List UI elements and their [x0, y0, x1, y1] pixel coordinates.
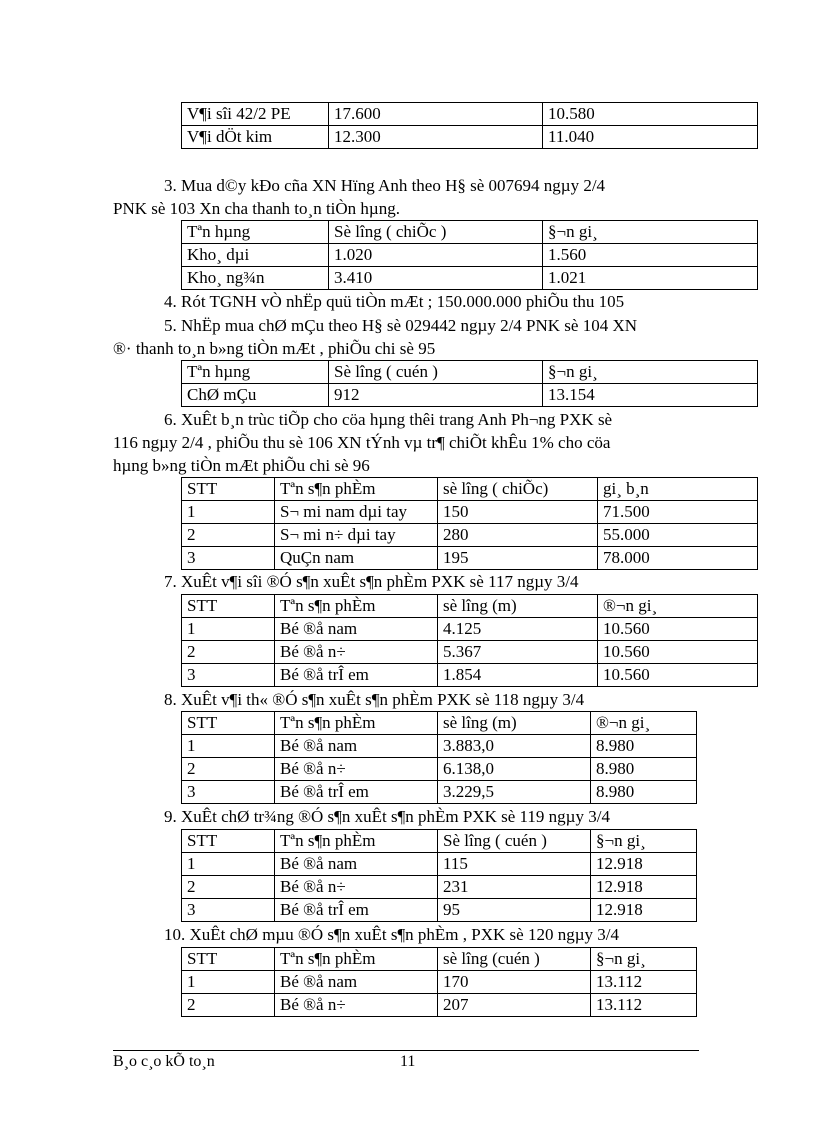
table-cell: 71.500	[598, 501, 758, 524]
table-thread-purchase	[181, 360, 758, 407]
table-header-cell: Tªn s¶n phÈm	[275, 948, 438, 971]
table-cell: 10.560	[598, 664, 758, 687]
table-cell: 6.138,0	[438, 758, 591, 781]
item-10-line-1: 10. XuÊt chØ mµu ®Ó s¶n xuÊt s¶n phÈm , PXK sè 120 ngµy 3/4	[164, 925, 619, 944]
table-cell: 10.560	[598, 641, 758, 664]
table-cell: 170	[438, 971, 591, 994]
table-header-cell: STT	[182, 948, 275, 971]
table-cell: 1.021	[543, 267, 758, 290]
table-cell: Bé ®å nam	[275, 853, 438, 876]
table-cell: QuÇn nam	[275, 547, 438, 570]
table-row	[182, 641, 758, 664]
table-cell: 207	[438, 994, 591, 1017]
table-header-row	[182, 478, 758, 501]
table-cell: Bé ®å trÎ em	[275, 664, 438, 687]
table-cell: 1	[182, 501, 275, 524]
table-header-cell: STT	[182, 712, 275, 735]
table-cell: 13.112	[591, 971, 697, 994]
table-raw-fabric-issue	[181, 711, 697, 804]
table-header-cell: Tªn s¶n phÈm	[275, 478, 438, 501]
table-cell: 11.040	[543, 126, 758, 149]
table-header-cell: Tªn s¶n phÈm	[275, 830, 438, 853]
item-6-line-2: 116 ngµy 2/4 , phiÕu thu sè 106 XN tÝnh vµ tr¶ chiÕt khÊu 1% cho cöa	[113, 433, 611, 452]
table-header-cell: STT	[182, 830, 275, 853]
table-cell: 10.580	[543, 103, 758, 126]
table-header-cell: §¬n gi¸	[591, 830, 697, 853]
page-number: 11	[400, 1053, 416, 1070]
table-cell: 3	[182, 664, 275, 687]
item-3-line-2: PNK sè 103 Xn cha thanh to¸n tiÒn hµng.	[113, 199, 400, 218]
table-header-cell: sè lîng (cuén )	[438, 948, 591, 971]
table-header-cell: gi¸ b¸n	[598, 478, 758, 501]
table-cell: 5.367	[438, 641, 598, 664]
table-header-cell: Tªn s¶n phÈm	[275, 712, 438, 735]
table-cell: 2	[182, 641, 275, 664]
table-cell: Bé ®å n÷	[275, 641, 438, 664]
table-row	[182, 524, 758, 547]
table-color-thread-issue	[181, 947, 697, 1017]
table-cell: 3.229,5	[438, 781, 591, 804]
table-header-cell: STT	[182, 595, 275, 618]
footer-divider	[113, 1050, 699, 1051]
table-row	[182, 781, 697, 804]
footer-title: B¸o c¸o kÕ to¸n	[113, 1053, 215, 1070]
table-cell: 3.410	[329, 267, 543, 290]
item-9-line-1: 9. XuÊt chØ tr¾ng ®Ó s¶n xuÊt s¶n phÈm PXK sè 119 ngµy 3/4	[164, 807, 610, 826]
table-cell: 2	[182, 876, 275, 899]
table-header-row	[182, 948, 697, 971]
table-cell: 12.918	[591, 853, 697, 876]
table-cell: 13.112	[591, 994, 697, 1017]
table-cell: Bé ®å trÎ em	[275, 899, 438, 922]
table-cell: 17.600	[329, 103, 543, 126]
table-cell: 195	[438, 547, 598, 570]
table-row	[182, 501, 758, 524]
table-row	[182, 664, 758, 687]
item-8-line-1: 8. XuÊt v¶i th« ®Ó s¶n xuÊt s¶n phÈm PXK sè 118 ngµy 3/4	[164, 690, 585, 709]
table-cell: Bé ®å n÷	[275, 758, 438, 781]
table-header-cell: Tªn s¶n phÈm	[275, 595, 438, 618]
table-cell: Bé ®å nam	[275, 618, 438, 641]
table-row	[182, 899, 697, 922]
table-row	[182, 876, 697, 899]
table-cell: Kho¸ ng¾n	[182, 267, 329, 290]
table-cell: 3.883,0	[438, 735, 591, 758]
table-header-cell: STT	[182, 478, 275, 501]
table-cell: 1	[182, 618, 275, 641]
table-header-cell: §¬n gi¸	[543, 361, 758, 384]
table-row	[182, 126, 758, 149]
item-4-line-1: 4. Rót TGNH vÒ nhËp quü tiÒn mÆt ; 150.000.000 phiÕu thu 105	[164, 292, 625, 311]
table-cell: 115	[438, 853, 591, 876]
item-6-line-3: hµng b»ng tiÒn mÆt phiÕu chi sè 96	[113, 456, 370, 475]
table-cell: 8.980	[591, 781, 697, 804]
table-header-row	[182, 221, 758, 244]
table-cell: 280	[438, 524, 598, 547]
table-header-cell: §¬n gi¸	[591, 948, 697, 971]
table-cell: 2	[182, 994, 275, 1017]
table-cell: Kho¸ dµi	[182, 244, 329, 267]
table-header-cell: Tªn hµng	[182, 361, 329, 384]
table-fabric-issue	[181, 594, 758, 687]
table-header-row	[182, 830, 697, 853]
table-header-cell: Sè lîng ( cuén )	[329, 361, 543, 384]
table-header-cell: sè lîng (m)	[438, 712, 591, 735]
table-cell: 8.980	[591, 758, 697, 781]
table-cell: 1	[182, 735, 275, 758]
table-header-row	[182, 595, 758, 618]
table-row	[182, 244, 758, 267]
table-cell: 13.154	[543, 384, 758, 407]
table-cell: 1.020	[329, 244, 543, 267]
table-cell: 3	[182, 781, 275, 804]
table-row	[182, 971, 697, 994]
table-cell: 12.300	[329, 126, 543, 149]
table-cell: 1.854	[438, 664, 598, 687]
table-cell: Bé ®å nam	[275, 735, 438, 758]
table-cell: 95	[438, 899, 591, 922]
table-header-cell: sè lîng (m)	[438, 595, 598, 618]
table-row	[182, 994, 697, 1017]
table-fabric-continued	[181, 102, 758, 149]
table-cell: 55.000	[598, 524, 758, 547]
item-5-line-1: 5. NhËp mua chØ mÇu theo H§ sè 029442 ngµy 2/4 PNK sè 104 XN	[164, 316, 638, 335]
table-row	[182, 267, 758, 290]
table-header-cell: sè lîng ( chiÕc)	[438, 478, 598, 501]
table-row	[182, 384, 758, 407]
table-zippers	[181, 220, 758, 290]
table-cell: 8.980	[591, 735, 697, 758]
table-cell: 231	[438, 876, 591, 899]
table-cell: 150	[438, 501, 598, 524]
table-cell: 4.125	[438, 618, 598, 641]
table-header-cell: Sè lîng ( cuén )	[438, 830, 591, 853]
table-header-cell: ®¬n gi¸	[598, 595, 758, 618]
table-header-cell: ®¬n gi¸	[591, 712, 697, 735]
table-cell: 912	[329, 384, 543, 407]
table-cell: 12.918	[591, 876, 697, 899]
table-cell: 2	[182, 758, 275, 781]
table-row	[182, 547, 758, 570]
table-row	[182, 735, 697, 758]
table-row	[182, 758, 697, 781]
table-header-row	[182, 361, 758, 384]
table-cell: 10.560	[598, 618, 758, 641]
table-cell: 78.000	[598, 547, 758, 570]
item-5-line-2: ®· thanh to¸n b»ng tiÒn mÆt , phiÕu chi sè 95	[113, 339, 436, 358]
table-header-row	[182, 712, 697, 735]
table-cell: ChØ mÇu	[182, 384, 329, 407]
table-white-thread-issue	[181, 829, 697, 922]
table-row	[182, 103, 758, 126]
table-cell: 3	[182, 899, 275, 922]
table-cell: 2	[182, 524, 275, 547]
table-cell: 3	[182, 547, 275, 570]
table-cell: V¶i dÖt kim	[182, 126, 329, 149]
item-3-line-1: 3. Mua d©y kÐo cña XN Hïng Anh theo H§ sè 007694 ngµy 2/4	[164, 176, 606, 195]
table-cell: Bé ®å nam	[275, 971, 438, 994]
item-7-line-1: 7. XuÊt v¶i sîi ®Ó s¶n xuÊt s¶n phÈm PXK sè 117 ngµy 3/4	[164, 572, 579, 591]
table-cell: 1	[182, 971, 275, 994]
table-cell: S¬ mi n÷ dµi tay	[275, 524, 438, 547]
table-header-cell: §¬n gi¸	[543, 221, 758, 244]
table-cell: Bé ®å n÷	[275, 876, 438, 899]
table-cell: V¶i sîi 42/2 PE	[182, 103, 329, 126]
table-header-cell: Tªn hµng	[182, 221, 329, 244]
table-cell: S¬ mi nam dµi tay	[275, 501, 438, 524]
item-6-line-1: 6. XuÊt b¸n trùc tiÕp cho cöa hµng thêi trang Anh Ph¬ng PXK sè	[164, 410, 613, 429]
table-cell: 1	[182, 853, 275, 876]
table-header-cell: Sè lîng ( chiÕc )	[329, 221, 543, 244]
table-row	[182, 853, 697, 876]
table-cell: Bé ®å n÷	[275, 994, 438, 1017]
table-cell: Bé ®å trÎ em	[275, 781, 438, 804]
table-direct-sales	[181, 477, 758, 570]
table-cell: 1.560	[543, 244, 758, 267]
table-row	[182, 618, 758, 641]
table-cell: 12.918	[591, 899, 697, 922]
